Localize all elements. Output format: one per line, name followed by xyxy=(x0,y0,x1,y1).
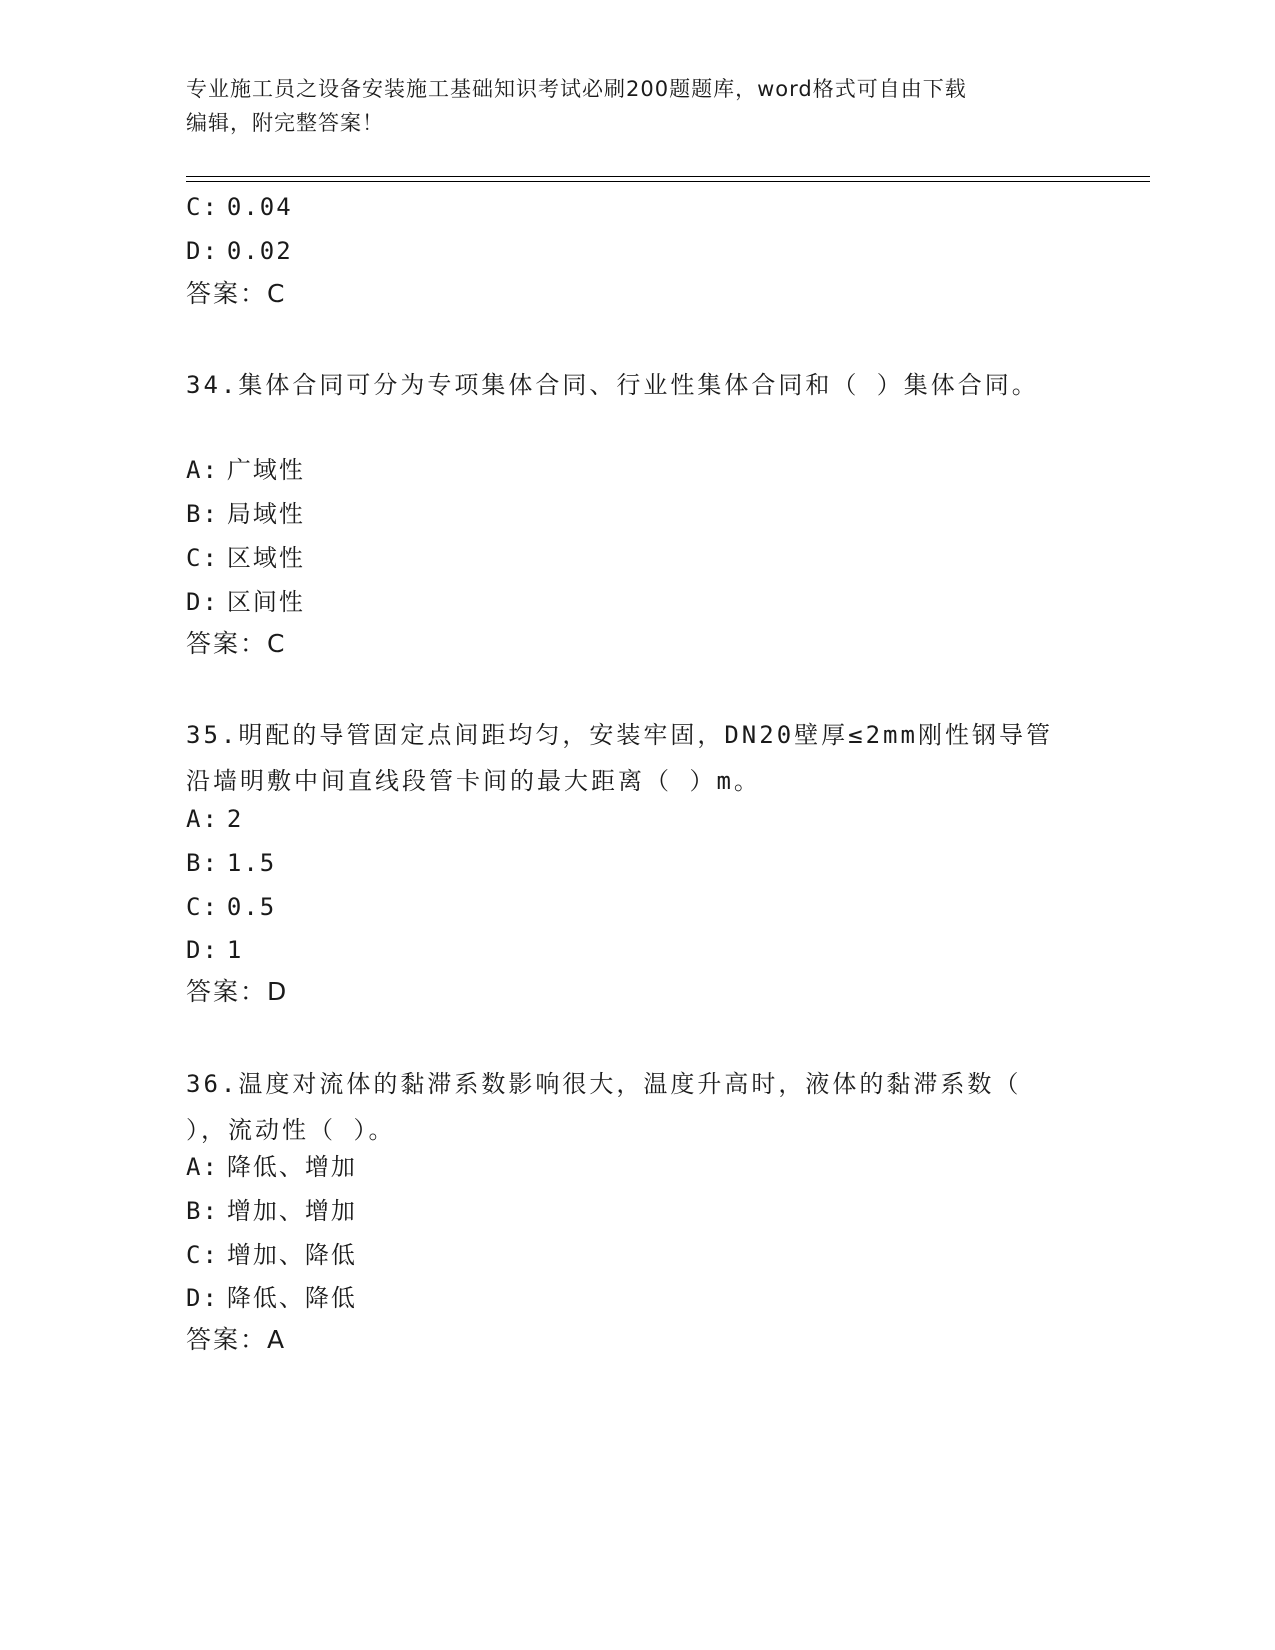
option-row: D: 降低、降低 xyxy=(186,1284,357,1312)
option-row: A: 广域性 xyxy=(186,456,305,484)
option-row: C: 区域性 xyxy=(186,544,305,572)
header-rule-top xyxy=(186,176,1150,177)
answer-line: 答案：D xyxy=(186,977,289,1006)
option-row: B: 增加、增加 xyxy=(186,1197,357,1225)
question-text: 34.集体合同可分为专项集体合同、行业性集体合同和（ ）集体合同。 xyxy=(186,371,1039,399)
question-text: 35.明配的导管固定点间距均匀，安装牢固，DN20壁厚≤2mm刚性钢导管沿墙明敷中间直线段管卡间的最大距离（ ）m。 xyxy=(186,721,1053,795)
option-row: D: 0.02 xyxy=(186,237,293,265)
question-text: 36.温度对流体的黏滞系数影响很大，温度升高时，液体的黏滞系数（ ），流动性（ ）。 xyxy=(186,1070,1022,1144)
option-row: A: 降低、增加 xyxy=(186,1153,357,1181)
option-row: C: 增加、降低 xyxy=(186,1241,357,1269)
option-row: C: 0.5 xyxy=(186,893,277,921)
document-header xyxy=(186,72,1066,140)
option-row: C: 0.04 xyxy=(186,193,293,221)
header-rule-bottom xyxy=(186,181,1150,182)
option-row: D: 1 xyxy=(186,936,244,964)
option-row: A: 2 xyxy=(186,805,244,833)
option-row: B: 1.5 xyxy=(186,849,277,877)
option-row: B: 局域性 xyxy=(186,500,305,528)
option-row: D: 区间性 xyxy=(186,588,305,616)
header-line-1: 专业施工员之设备安装施工基础知识考试必刷200题题库，word格式可自由下载 xyxy=(186,77,967,101)
answer-line: 答案：C xyxy=(186,279,287,308)
answer-line: 答案：C xyxy=(186,629,287,658)
header-line-2: 编辑，附完整答案！ xyxy=(186,111,384,135)
answer-line: 答案：A xyxy=(186,1325,287,1354)
